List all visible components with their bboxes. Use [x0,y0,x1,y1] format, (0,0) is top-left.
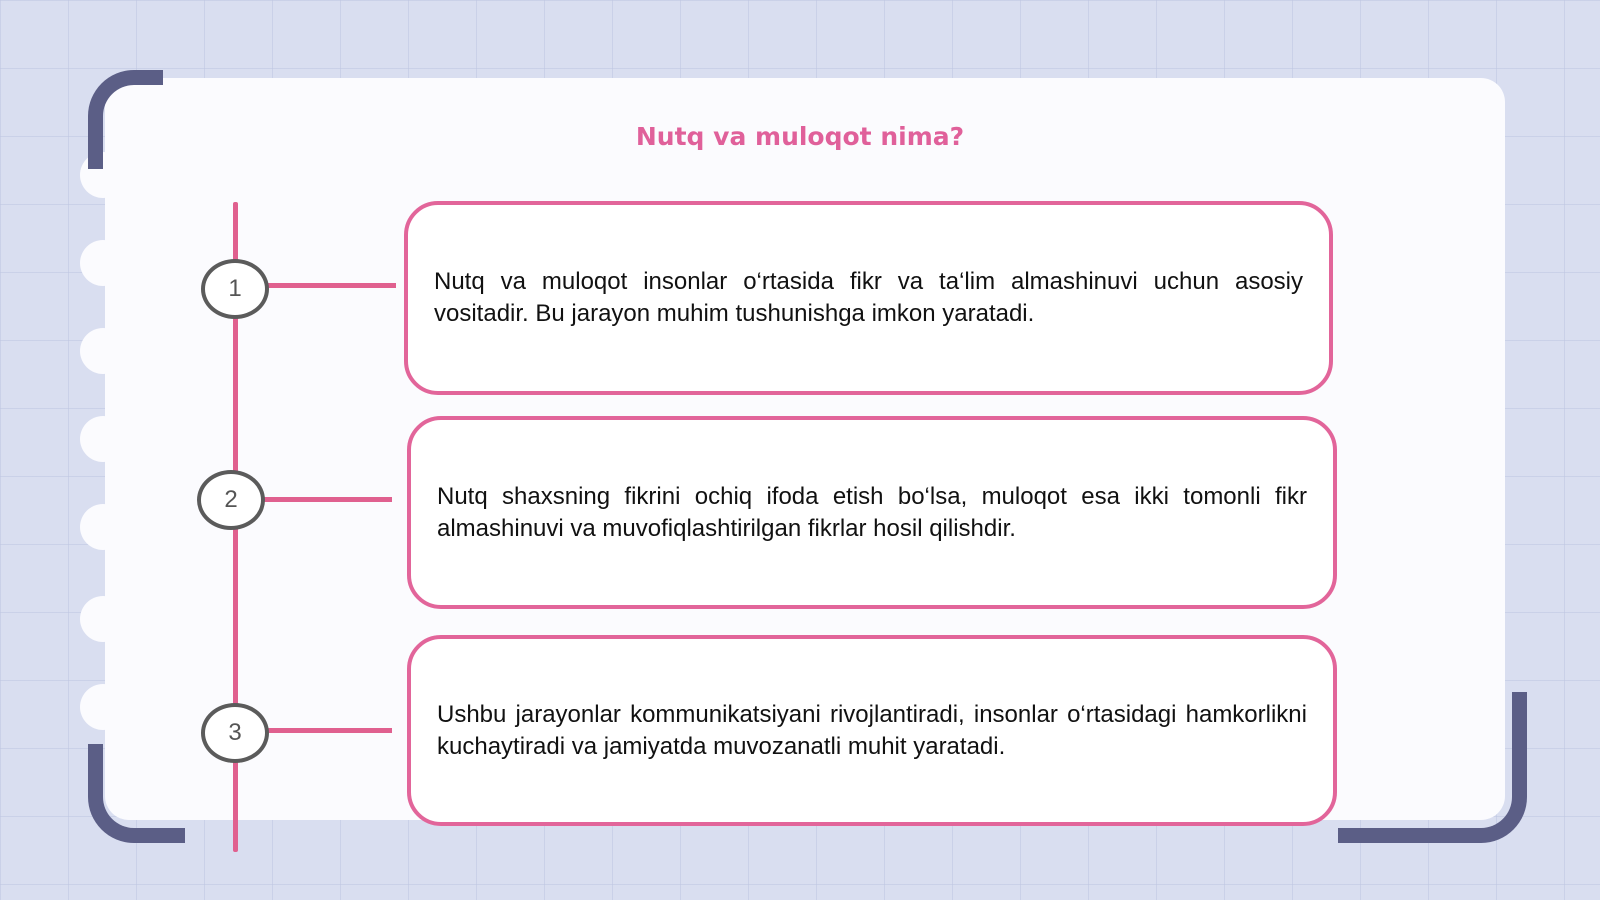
step-box [404,201,1333,395]
slide-title: Nutq va muloqot nima? [635,122,965,151]
page-scallop [80,240,126,286]
step-number: 3 [228,719,242,746]
page-scallop [80,328,126,374]
step-number-circle [201,703,269,763]
step-text: Ushbu jarayonlar kommunikatsiyani rivojlantiradi, insonlar o‘rtasidagi hamkorlikni kuchaytiradi va jamiyatda muvozanatli muhit yaratadi. [437,700,1307,760]
page-scallop [80,596,126,642]
step-box [407,635,1337,826]
page-scallop [80,504,126,550]
step-text: Nutq va muloqot insonlar o‘rtasida fikr va ta‘lim almashinuvi uchun asosiy vositadir. Bu jarayon muhim tushunishga imkon yaratadi. [434,268,1303,327]
step-number-circle [201,259,269,319]
timeline-connector [266,728,392,733]
step-number-circle [197,470,265,530]
corner-bracket-bottom-left [88,744,185,843]
step-text: Nutq shaxsning fikrini ochiq ifoda etish bo‘lsa, muloqot esa ikki tomonli fikr almashinuvi va muvofiqlashtirilgan fikrlar hosil qilishdir. [437,482,1307,542]
timeline-connector [266,283,396,288]
timeline-connector [262,497,392,502]
step-box [407,416,1337,609]
corner-bracket-top-left [88,70,163,169]
corner-bracket-bottom-right [1338,692,1527,843]
page-scallop [80,684,126,730]
step-number: 2 [224,486,238,513]
step-number: 1 [228,275,242,302]
page-scallop [80,416,126,462]
